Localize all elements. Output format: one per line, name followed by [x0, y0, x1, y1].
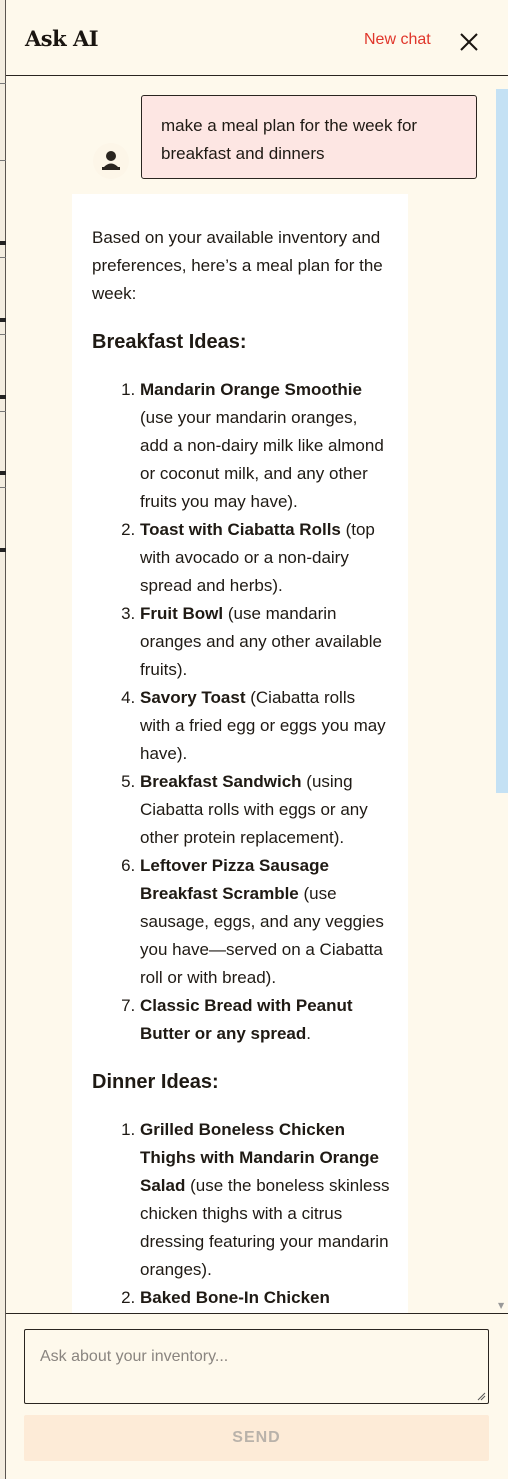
list-item-title: Classic Bread with Peanut Butter or any spread [140, 996, 353, 1043]
breakfast-list [92, 376, 390, 1048]
list-item-title: Savory Toast [140, 688, 246, 707]
list-item [140, 684, 390, 768]
list-item [140, 376, 390, 516]
list-item-detail: (top with avocado or a non-dairy spread and herbs). [140, 520, 375, 595]
list-item [140, 600, 390, 684]
chat-header [6, 0, 508, 76]
list-item [140, 1116, 390, 1284]
list-item-detail: . [306, 1024, 311, 1043]
dinner-heading: Dinner Ideas: [92, 1071, 219, 1093]
list-item-title: Baked Bone-In Chicken [140, 1288, 330, 1307]
ai-intro-text: Based on your available inventory and preferences, here’s a meal plan for the week: [92, 228, 383, 303]
composer [6, 1313, 508, 1479]
user-avatar-icon [93, 143, 129, 179]
list-item-title: Fruit Bowl [140, 604, 224, 623]
scroll-down-icon[interactable]: ▼ [498, 1301, 505, 1310]
list-item-title: Mandarin Orange Smoothie [140, 380, 362, 399]
list-item [140, 1284, 390, 1312]
list-item-title: Leftover Pizza Sausage Breakfast Scramble [140, 856, 329, 903]
list-item [140, 852, 390, 992]
list-item-title: Breakfast Sandwich [140, 772, 302, 791]
list-item [140, 516, 390, 600]
resize-grip-icon[interactable] [476, 1391, 486, 1401]
list-item-detail: (use mandarin oranges and any other available fruits). [140, 604, 382, 679]
user-message [141, 95, 477, 179]
list-item-detail: (use sausage, eggs, and any veggies you have—served on a Ciabatta roll or with bread). [140, 884, 384, 987]
list-item [140, 768, 390, 852]
list-item-title: Grilled Boneless Chicken Thighs with Mandarin Orange Salad [140, 1120, 379, 1195]
list-item-detail: (Ciabatta rolls with a fried egg or eggs you may have). [140, 688, 386, 763]
dinner-list [92, 1116, 390, 1312]
send-button[interactable]: SEND [24, 1415, 489, 1461]
list-item-detail: (use your mandarin oranges, add a non-dairy milk like almond or coconut milk, and any other fruits you may have). [140, 408, 384, 511]
list-item-detail: (use the boneless skinless chicken thighs with a citrus dressing featuring your mandarin oranges). [140, 1176, 390, 1279]
close-icon[interactable] [458, 31, 480, 53]
chat-transcript[interactable] [6, 77, 508, 1313]
ai-message [72, 194, 408, 1313]
panel-title: Ask AI [25, 26, 99, 51]
message-input[interactable] [24, 1329, 489, 1404]
list-item [140, 992, 390, 1048]
list-item-title: Toast with Ciabatta Rolls [140, 520, 341, 539]
user-message-text: make a meal plan for the week for breakfast and dinners [161, 116, 418, 163]
scrollbar-thumb[interactable] [496, 89, 508, 793]
message-input-placeholder: Ask about your inventory... [40, 1348, 229, 1365]
list-item-detail: (using Ciabatta rolls with eggs or any other protein replacement). [140, 772, 368, 847]
new-chat-button[interactable]: New chat [364, 31, 431, 48]
breakfast-heading: Breakfast Ideas: [92, 331, 247, 353]
